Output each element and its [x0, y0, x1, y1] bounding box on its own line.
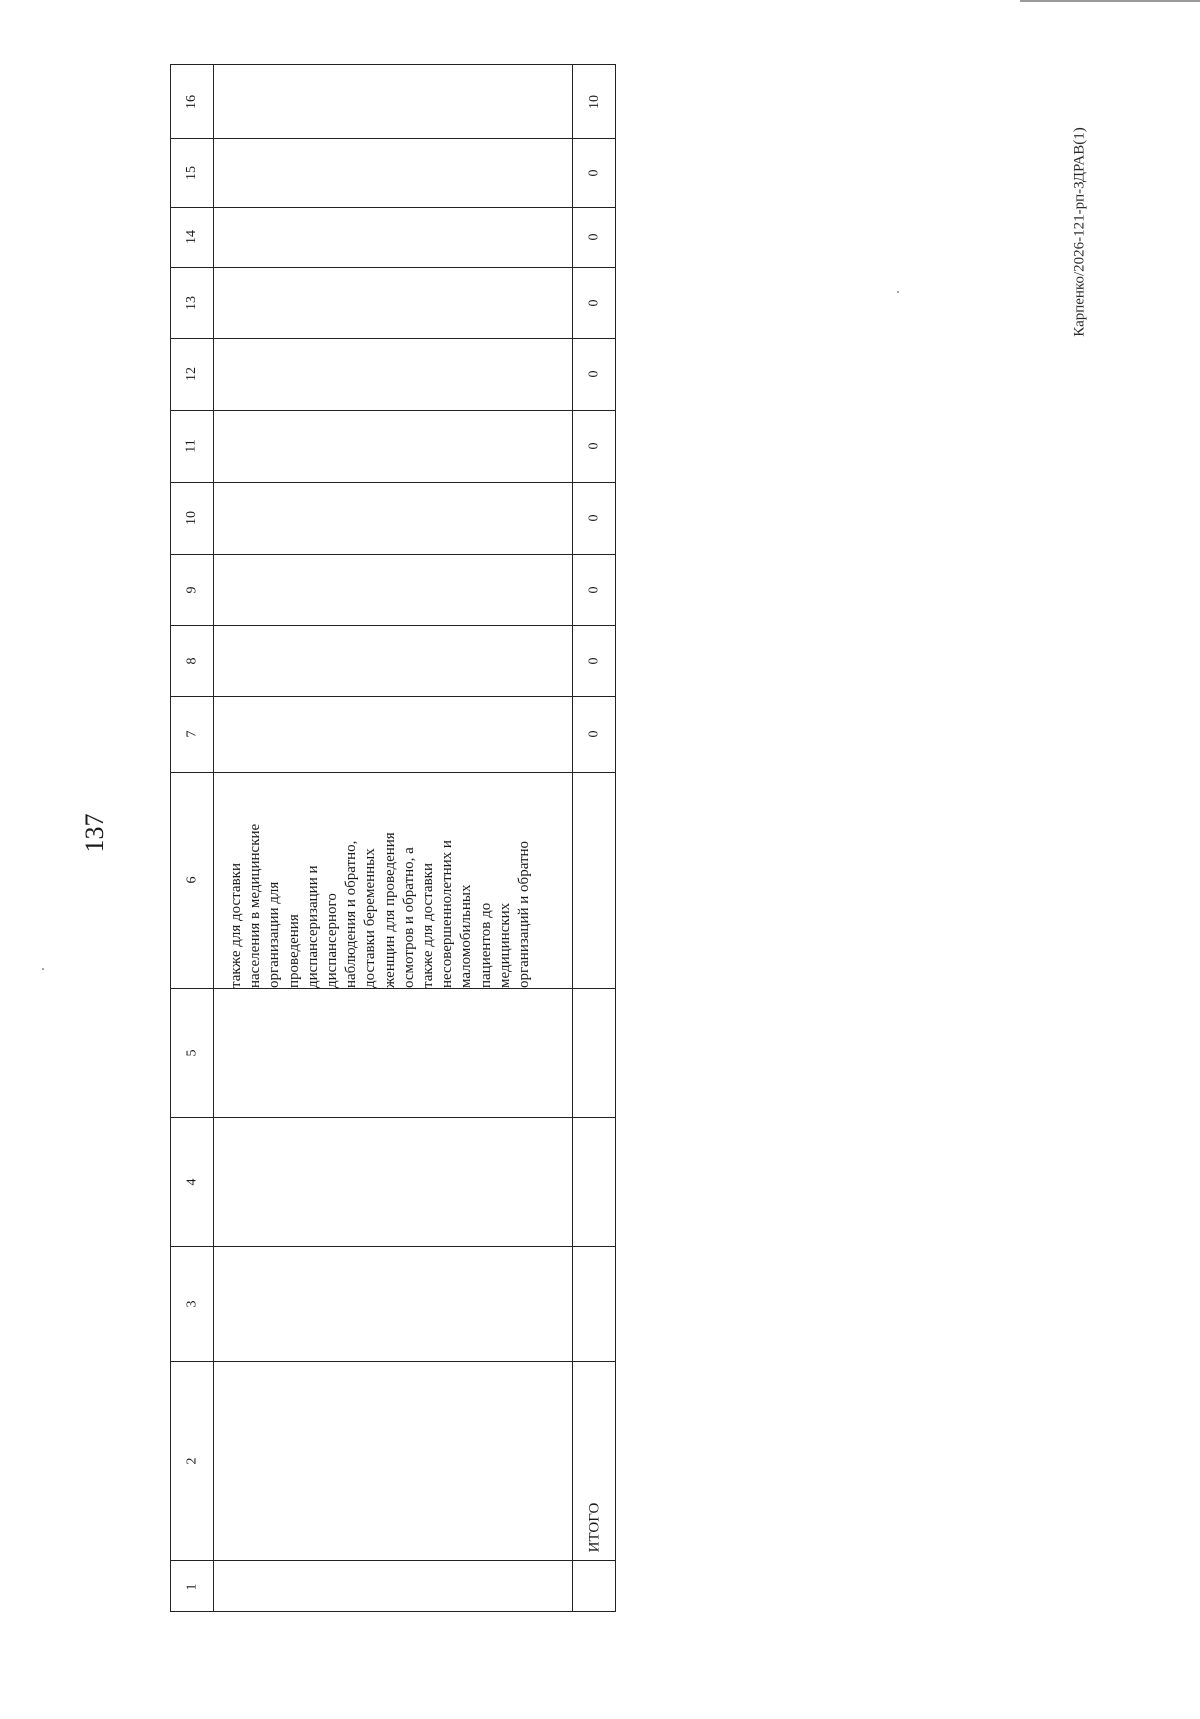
scan-edge-line — [1020, 0, 1200, 2]
total-value-col-14: 0 — [586, 233, 602, 241]
column-header-2: 2 — [184, 1457, 199, 1464]
scan-speck — [897, 291, 899, 293]
column-divider — [171, 696, 615, 697]
column-header-6: 6 — [184, 876, 199, 884]
column-header-7: 7 — [184, 730, 199, 738]
data-table — [170, 64, 616, 1612]
column-header-3: 3 — [184, 1300, 199, 1307]
total-value-col-16: 10 — [586, 94, 602, 109]
column-divider — [171, 1560, 615, 1561]
column-divider — [171, 267, 615, 268]
column-divider — [171, 1117, 615, 1118]
document-reference: Карпенко/2026-121-рп-ЗДРАВ(1) — [1071, 127, 1088, 337]
column-header-9: 9 — [184, 586, 199, 593]
column-divider — [171, 625, 615, 626]
column-divider — [171, 554, 615, 555]
column-divider — [171, 138, 615, 139]
column-divider — [171, 482, 615, 483]
column-header-5: 5 — [184, 1049, 199, 1056]
column-divider — [171, 1246, 615, 1247]
total-value-col-7: 0 — [586, 730, 602, 738]
column-divider — [171, 1361, 615, 1362]
page-number: 137 — [80, 813, 109, 853]
column-header-8: 8 — [184, 657, 199, 664]
scan-speck — [42, 968, 44, 970]
column-divider — [171, 772, 615, 773]
column-header-16: 16 — [184, 94, 199, 109]
total-value-col-13: 0 — [586, 299, 602, 306]
total-value-col-9: 0 — [586, 586, 602, 593]
column-divider — [171, 207, 615, 208]
column-header-4: 4 — [184, 1178, 199, 1185]
column-header-12: 12 — [184, 367, 199, 381]
column-header-13: 13 — [184, 295, 199, 310]
total-value-col-11: 0 — [586, 442, 602, 450]
column-header-11: 11 — [183, 439, 199, 453]
total-label: ИТОГО — [586, 1502, 603, 1553]
total-value-col-15: 0 — [586, 169, 602, 176]
column-divider — [171, 338, 615, 339]
column-divider — [171, 988, 615, 989]
row-divider — [213, 65, 214, 1611]
column-header-1: 1 — [184, 1583, 199, 1590]
description-cell: также для доставки населения в медицинские организации для проведения диспансеризации и диспансерного наблюдения и обратно, доставки беременных женщин для проведения осмотров и обратно, а также для доставки несовершеннолетних и маломобильных пациентов до медицинских организаций и обратно — [228, 823, 533, 988]
column-divider — [171, 410, 615, 411]
column-header-15: 15 — [184, 165, 199, 180]
total-value-col-8: 0 — [586, 657, 602, 664]
column-header-10: 10 — [184, 511, 199, 525]
total-value-col-12: 0 — [586, 370, 602, 378]
column-header-14: 14 — [184, 230, 199, 244]
total-value-col-10: 0 — [586, 514, 602, 522]
